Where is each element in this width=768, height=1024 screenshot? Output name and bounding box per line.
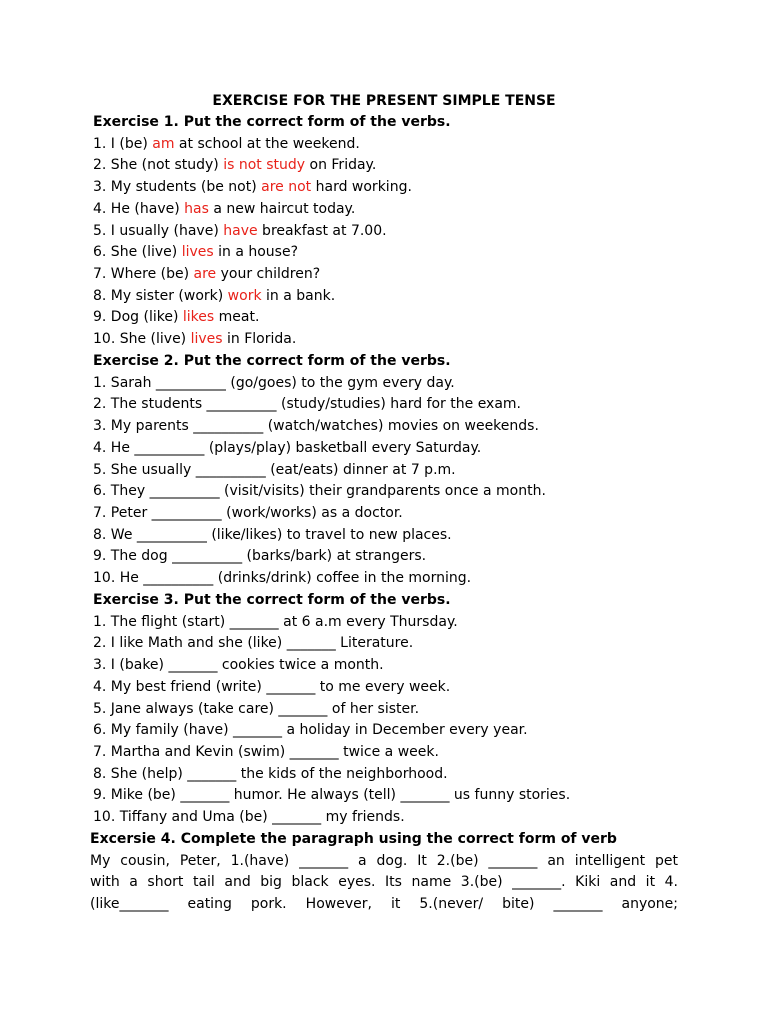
exercise-3-list: [93, 612, 693, 829]
item-text: 7. Where (be): [93, 265, 194, 282]
paragraph-line: with a short tail and big black eyes. Its name 3.(be) _______. Kiki and it 4.: [90, 874, 678, 891]
answer-text: lives: [190, 331, 223, 348]
item-text: 6. She (live): [93, 244, 182, 261]
exercise-2-item: 1. Sarah __________ (go/goes) to the gym every day.: [93, 374, 455, 391]
answer-text: lives: [181, 244, 214, 261]
answer-text: are not: [261, 179, 312, 196]
answer-text: am: [152, 135, 175, 152]
exercise-3-item: 7. Martha and Kevin (swim) _______ twice a week.: [93, 743, 439, 760]
item-text: in a house?: [213, 244, 299, 261]
exercise-1-item: [93, 155, 693, 177]
exercise-2-list: [93, 373, 693, 590]
item-text: 3. My students (be not): [93, 179, 262, 196]
item-text: meat.: [214, 309, 260, 326]
item-text: 5. I usually (have): [93, 222, 224, 239]
exercise-1-heading: Exercise 1. Put the correct form of the verbs.: [93, 114, 451, 130]
exercise-4: [90, 829, 678, 916]
item-text: at school at the weekend.: [174, 135, 360, 152]
exercise-1-item: [93, 264, 693, 286]
item-text: 1. I (be): [93, 135, 153, 152]
exercise-2-item: 8. We __________ (like/likes) to travel to new places.: [93, 526, 452, 543]
exercise-1-item: [93, 221, 693, 243]
exercise-2-item: 9. The dog __________ (barks/bark) at strangers.: [93, 548, 427, 565]
item-text: a new haircut today.: [208, 200, 356, 217]
exercise-2-item: 10. He __________ (drinks/drink) coffee in the morning.: [93, 570, 472, 587]
exercise-3-item: 5. Jane always (take care) _______ of her sister.: [93, 700, 420, 717]
paragraph-line: My cousin, Peter, 1.(have) _______ a dog. It 2.(be) _______ an intelligent pet: [90, 852, 678, 869]
exercise-1-item: [93, 307, 693, 329]
exercise-3-item: 4. My best friend (write) _______ to me every week.: [93, 678, 451, 695]
answer-text: likes: [182, 309, 215, 326]
item-text: 9. Dog (like): [93, 309, 183, 326]
exercise-2-item: 5. She usually __________ (eat/eats) dinner at 7 p.m.: [93, 461, 456, 478]
exercise-3-item: 2. I like Math and she (like) _______ Literature.: [93, 635, 414, 652]
item-text: hard working.: [311, 179, 412, 196]
exercise-4-heading: Excersie 4. Complete the paragraph using the correct form of verb: [90, 831, 617, 847]
exercise-2-item: 7. Peter __________ (work/works) as a doctor.: [93, 504, 403, 521]
item-text: in Florida.: [222, 331, 297, 348]
answer-text: are: [193, 265, 217, 282]
item-text: your children?: [216, 265, 321, 282]
exercise-3-item: 8. She (help) _______ the kids of the neighborhood.: [93, 765, 448, 782]
exercise-3-item: 3. I (bake) _______ cookies twice a month.: [93, 657, 384, 674]
exercise-1-item: [93, 286, 693, 308]
item-text: 2. She (not study): [93, 157, 224, 174]
page-title: EXERCISE FOR THE PRESENT SIMPLE TENSE: [212, 93, 556, 109]
item-text: 4. He (have): [93, 200, 185, 217]
exercise-3: [93, 590, 693, 829]
exercise-1-item: [93, 134, 693, 156]
exercise-3-item: 1. The flight (start) _______ at 6 a.m every Thursday.: [93, 613, 458, 630]
exercise-2-item: 4. He __________ (plays/play) basketball every Saturday.: [93, 439, 482, 456]
exercise-4-paragraph: [90, 851, 678, 916]
exercise-2-item: 2. The students __________ (study/studies) hard for the exam.: [93, 396, 522, 413]
exercise-3-item: 10. Tiffany and Uma (be) _______ my friends.: [93, 809, 405, 826]
item-text: on Friday.: [305, 157, 377, 174]
exercise-2-heading: Exercise 2. Put the correct form of the verbs.: [93, 353, 451, 369]
paragraph-line: (like_______ eating pork. However, it 5.(never/ bite) _______ anyone;: [90, 896, 678, 913]
exercise-1-item: [93, 242, 693, 264]
exercise-1-item: [93, 199, 693, 221]
exercise-3-item: 6. My family (have) _______ a holiday in December every year.: [93, 722, 528, 739]
exercise-3-heading: Exercise 3. Put the correct form of the verbs.: [93, 592, 451, 608]
exercise-1-list: [93, 134, 693, 351]
exercise-3-item: 9. Mike (be) _______ humor. He always (tell) _______ us funny stories.: [93, 787, 571, 804]
exercise-1: [93, 112, 693, 351]
item-text: 8. My sister (work): [93, 287, 228, 304]
answer-text: work: [227, 287, 262, 304]
item-text: 10. She (live): [93, 331, 191, 348]
item-text: in a bank.: [261, 287, 336, 304]
exercise-2-item: 3. My parents __________ (watch/watches) movies on weekends.: [93, 418, 539, 435]
item-text: breakfast at 7.00.: [257, 222, 387, 239]
exercise-1-item: [93, 177, 693, 199]
answer-text: have: [223, 222, 258, 239]
exercise-2-item: 6. They __________ (visit/visits) their grandparents once a month.: [93, 483, 546, 500]
answer-text: has: [184, 200, 209, 217]
answer-text: is not study: [223, 157, 306, 174]
exercise-1-item: [93, 329, 693, 351]
exercise-2: [93, 351, 693, 590]
